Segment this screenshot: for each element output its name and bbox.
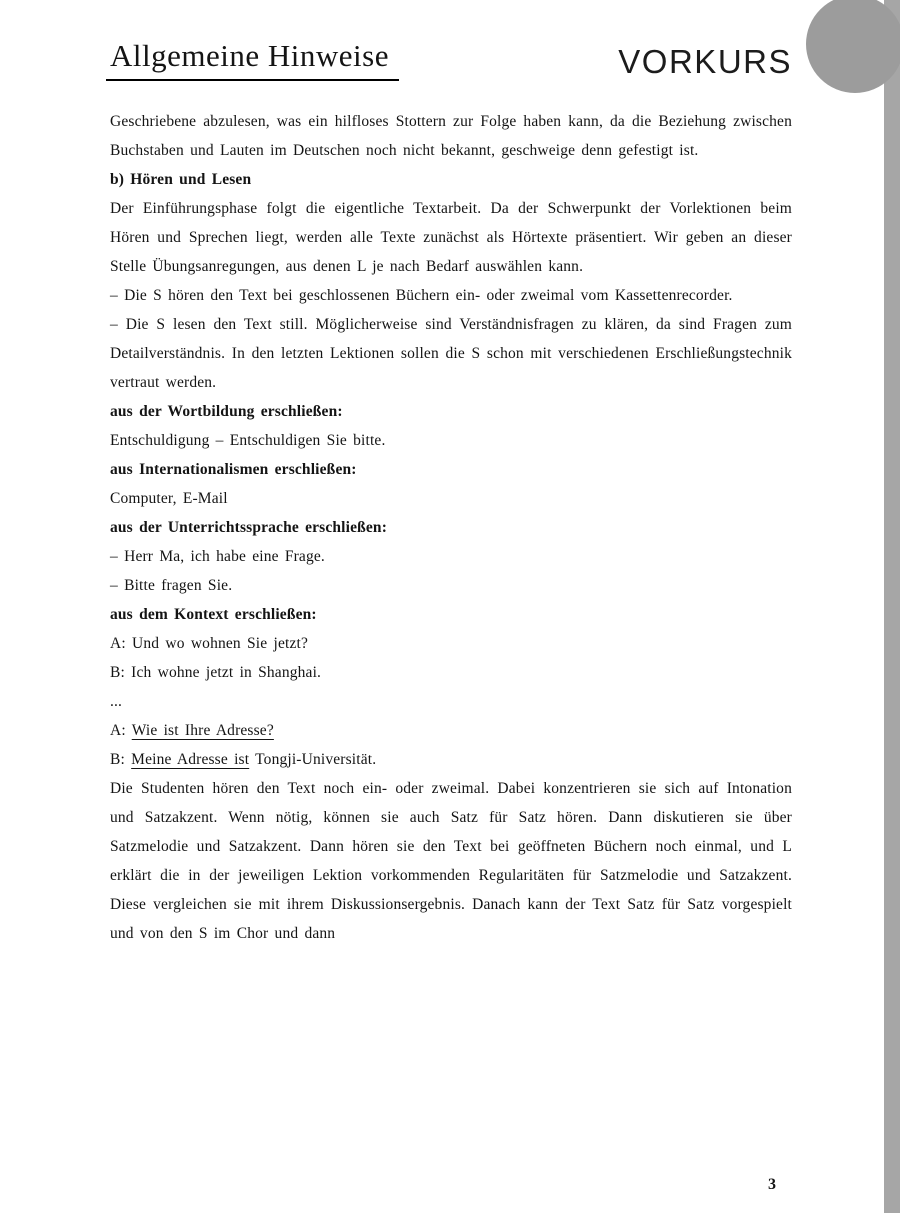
document-body [110, 107, 792, 948]
document-page [110, 0, 792, 948]
corner-circle-decoration [806, 0, 900, 93]
example-internationalismen: Computer, E-Mail [110, 490, 228, 507]
course-label: VORKURS [618, 43, 792, 80]
dialogue-line-b1: B: Ich wohne jetzt in Shanghai. [110, 664, 322, 681]
example-unterricht-frage: – Herr Ma, ich habe eine Frage. [110, 548, 325, 565]
dialogue-line-b2 [110, 745, 792, 774]
page-header [110, 38, 792, 81]
dialogue-b2-underlined: Meine Adresse ist [131, 751, 250, 768]
section-heading-hoeren-und-lesen: b) Hören und Lesen [110, 171, 252, 188]
dialogue-b2-prefix: B: [110, 751, 132, 768]
dialogue-a2-prefix: A: [110, 722, 132, 739]
dialogue-block [110, 629, 792, 774]
subhead-kontext: aus dem Kontext erschließen: [110, 606, 317, 623]
subhead-internationalismen: aus Internationalismen erschließen: [110, 461, 357, 478]
paragraph-section-b: Der Einführungsphase folgt die eigentliche Textarbeit. Da der Schwerpunkt der Vorlektionen beim Hören und Sprechen liegt, werden alle Texte zunächst als Hörtexte präsentiert. Wir geben an dieser Stelle Übungsanregungen, aus denen L je nach Bedarf auswählen kann. [110, 200, 792, 275]
dialogue-b2-rest: Tongji-Universität. [249, 751, 377, 768]
page-title: Allgemeine Hinweise [106, 38, 399, 81]
paragraph-final: Die Studenten hören den Text noch ein- oder zweimal. Dabei konzentrieren sie sich auf Intonation und Satzakzent. Wenn nötig, können sie auch Satz für Satz hören. Dann diskutieren sie über Satzmelodie und Satzakzent. Dann hören sie den Text bei geöffneten Büchern noch einmal, und L erklärt die in der jeweiligen Lektion vorkommenden Regularitäten für Satzmelodie und Satzakzent. Diese vergleichen sie mit ihrem Diskussionsergebnis. Danach kann der Text Satz für Satz vorgespielt und von den S im Chor und dann [110, 780, 792, 942]
bullet-hoeren: – Die S hören den Text bei geschlossenen Büchern ein- oder zweimal vom Kassettenrecorder. [110, 287, 733, 304]
dialogue-ellipsis: ... [110, 693, 123, 710]
paragraph-intro: Geschriebene abzulesen, was ein hilfloses Stottern zur Folge haben kann, da die Beziehung zwischen Buchstaben und Lauten im Deutschen noch nicht bekannt, geschweige denn gefestigt ist. [110, 113, 792, 159]
page-number: 3 [768, 1176, 776, 1193]
bullet-lesen: – Die S lesen den Text still. Möglicherweise sind Verständnisfragen zu klären, da sind Fragen zum Detailverständnis. In den letzten Lektionen sollen die S schon mit verschiedenen Erschließungstechnik vertraut werden. [110, 316, 792, 391]
example-wortbildung: Entschuldigung – Entschuldigen Sie bitte. [110, 432, 386, 449]
example-unterricht-antwort: – Bitte fragen Sie. [110, 577, 233, 594]
subhead-unterrichtssprache: aus der Unterrichtssprache erschließen: [110, 519, 388, 536]
subhead-wortbildung: aus der Wortbildung erschließen: [110, 403, 343, 420]
side-band-decoration [884, 0, 900, 1213]
dialogue-line-a2 [110, 716, 792, 745]
dialogue-a2-underlined: Wie ist Ihre Adresse? [131, 722, 274, 739]
dialogue-line-a1: A: Und wo wohnen Sie jetzt? [110, 635, 308, 652]
